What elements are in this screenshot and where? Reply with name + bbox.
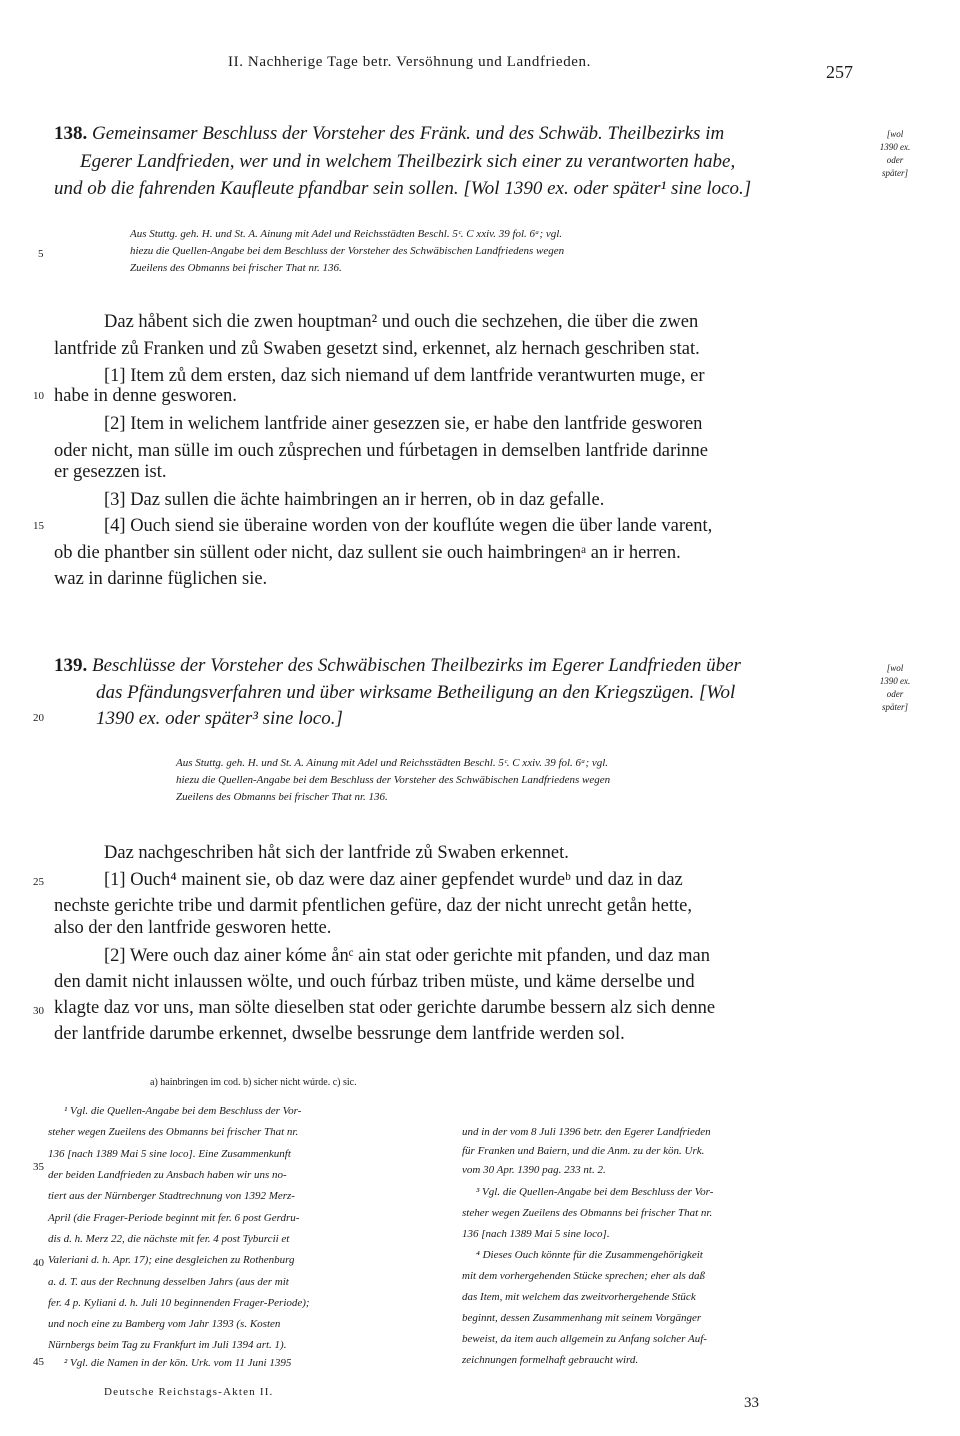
footnote-line: Valeriani d. h. Apr. 17); eine desgleichen zu Rothenburg (48, 1254, 295, 1266)
body-line: [1] Ouch⁴ mainent sie, ob daz were daz ainer gepfendet wurdeᵇ und daz in daz (104, 870, 683, 890)
line-number: 30 (33, 1005, 44, 1017)
footnote-line: und noch eine zu Bamberg vom Jahr 1393 (s. Kosten (48, 1318, 281, 1330)
footnote-line: fer. 4 p. Kyliani d. h. Juli 10 beginnenden Frager-Periode); (48, 1297, 310, 1309)
footnote-line: a. d. T. aus der Rechnung desselben Jahrs (aus der mit (48, 1276, 289, 1288)
footnote-line: 136 [nach 1389 Mai 5 sine loco]. (462, 1228, 610, 1240)
source-line: Aus Stuttg. geh. H. und St. A. Ainung mit Adel und Reichsstädten Beschl. 5ᶜ. C xxiv. 39 fol. 6ᵃ; vgl. (176, 757, 609, 769)
date-side-note (866, 128, 924, 180)
textual-notes: a) hainbringen im cod. b) sicher nicht wúrde. c) sic. (150, 1077, 357, 1088)
footnote-line: ⁴ Dieses Ouch könnte für die Zusammengehörigkeit (476, 1249, 703, 1261)
side-note-line: oder (886, 689, 904, 699)
body-line: [4] Ouch siend sie überaine worden von der kouflúte wegen die über lande varent, (104, 516, 713, 536)
side-note-line: [wol (886, 129, 904, 139)
title-line: 1390 ex. oder später³ sine loco.] (96, 708, 343, 729)
body-line: also der den lantfride gesworen hette. (54, 918, 332, 938)
title-line: das Pfändungsverfahren und über wirksame Betheiligung an den Kriegszügen. [Wol (96, 682, 736, 703)
line-number: 15 (33, 520, 44, 532)
side-note-line: oder (886, 155, 904, 165)
body-line: oder nicht, man sülle im ouch zůsprechen und fúrbetagen in demselben lantfride darinne (54, 441, 708, 461)
side-note-line: [wol (886, 663, 904, 673)
section-139-title (54, 655, 741, 677)
side-note-line: 1390 ex. (879, 142, 911, 152)
side-note-line: später] (881, 702, 908, 712)
line-number: 20 (33, 712, 44, 724)
footnote-line: das Item, mit welchem das zweitvorhergehende Stück (462, 1291, 696, 1303)
title-line: Beschlüsse der Vorsteher des Schwäbischen Theilbezirks im Egerer Landfrieden über (92, 655, 741, 676)
footnote-line: zeichnungen formelhaft gebraucht wird. (462, 1354, 639, 1366)
series-title: Deutsche Reichstags-Akten II. (104, 1386, 274, 1398)
footnote-line: Nürnbergs beim Tag zu Frankfurt im Juli 1394 art. 1). (48, 1339, 287, 1351)
side-note-line: 1390 ex. (879, 676, 911, 686)
section-number: 138. (54, 123, 88, 144)
body-line: ob die phantber sin süllent oder nicht, daz sullent sie ouch haimbringenᵃ an ir herren. (54, 543, 681, 563)
footnote-line: 136 [nach 1389 Mai 5 sine loco]. Eine Zusammenkunft (48, 1148, 291, 1160)
body-line: den damit nicht inlaussen wölte, und ouch fúrbaz triben müste, und käme derselbe und (54, 972, 695, 992)
line-number: 25 (33, 876, 44, 888)
section-number: 139. (54, 655, 88, 676)
footnote-line: tiert aus der Nürnberger Stadtrechnung von 1392 Merz- (48, 1190, 295, 1202)
line-number: 10 (33, 390, 44, 402)
body-line: der lantfride darumbe erkennet, dwselbe bessrunge dem lantfride werden sol. (54, 1024, 625, 1044)
title-line: Egerer Landfrieden, wer und in welchem Theilbezirk sich einer zu verantworten habe, (80, 151, 736, 172)
source-line: Zueilens des Obmanns bei frischer That nr. 136. (176, 791, 388, 803)
footnote-line: vom 30 Apr. 1390 pag. 233 nt. 2. (462, 1164, 606, 1176)
body-line: lantfride zů Franken und zů Swaben gesetzt sind, erkennet, alz hernach geschriben stat. (54, 339, 700, 359)
footnote-line: beginnt, dessen Zusammenhang mit seinem Vorgänger (462, 1312, 702, 1324)
footnote-line: der beiden Landfrieden zu Ansbach haben wir uns no- (48, 1169, 287, 1181)
body-line: [3] Daz sullen die ächte haimbringen an ir herren, ob in daz gefalle. (104, 490, 605, 510)
body-line: Daz håbent sich die zwen houptman² und ouch die sechzehen, die über die zwen (104, 312, 699, 332)
body-line: er gesezzen ist. (54, 462, 167, 482)
body-line: klagte daz vor uns, man sölte dieselben stat oder gerichte darumbe bessern alz sich denne (54, 998, 716, 1018)
line-number: 35 (33, 1161, 44, 1173)
footnote-line: für Franken und Baiern, und die Anm. zu der kön. Urk. (462, 1145, 705, 1157)
body-line: [2] Were ouch daz ainer kóme ånᶜ ain stat oder gerichte mit pfanden, und daz man (104, 946, 710, 966)
footnote-line: und in der vom 8 Juli 1396 betr. den Egerer Landfrieden (462, 1126, 711, 1138)
line-number: 5 (38, 248, 44, 260)
date-side-note (866, 662, 924, 714)
source-line: hiezu die Quellen-Angabe bei dem Beschluss der Vorsteher des Schwäbischen Landfriedens wegen (176, 774, 611, 786)
body-line: nechste gerichte tribe und darmit pfentlichen gefüre, daz der nicht unrecht getån hette, (54, 896, 692, 916)
source-line: hiezu die Quellen-Angabe bei dem Beschluss der Vorsteher des Schwäbischen Landfriedens wegen (130, 245, 565, 257)
line-number: 40 (33, 1257, 44, 1269)
body-line: waz in darinne füglichen sie. (54, 569, 268, 589)
body-line: [2] Item in welichem lantfride ainer gesezzen sie, er habe den lantfride gesworen (104, 414, 703, 434)
footnote-line: dis d. h. Merz 22, die nächste mit fer. 4 post Tyburcii et (48, 1233, 290, 1245)
body-line: Daz nachgeschriben håt sich der lantfride zů Swaben erkennet. (104, 843, 569, 863)
body-line: [1] Item zů dem ersten, daz sich niemand uf dem lantfride verantwurten muge, er (104, 366, 705, 386)
side-note-line: später] (881, 168, 908, 178)
title-line: und ob die fahrenden Kaufleute pfandbar sein sollen. [Wol 1390 ex. oder später¹ sine loco.] (54, 178, 752, 199)
section-138-title (54, 123, 724, 145)
footnote-line: steher wegen Zueilens des Obmanns bei frischer That nr. (462, 1207, 713, 1219)
footnote-line: ² Vgl. die Namen in der kön. Urk. vom 11 Juni 1395 (64, 1357, 292, 1369)
body-line: habe in denne gesworen. (54, 386, 237, 406)
source-line: Aus Stuttg. geh. H. und St. A. Ainung mit Adel und Reichsstädten Beschl. 5ᶜ. C xxiv. 39 fol. 6ᵃ; vgl. (130, 228, 563, 240)
running-title: II. Nachherige Tage betr. Versöhnung und Landfrieden. (228, 54, 592, 70)
footnote-line: steher wegen Zueilens des Obmanns bei frischer That nr. (48, 1126, 299, 1138)
page-number: 257 (826, 62, 853, 82)
title-line: Gemeinsamer Beschluss der Vorsteher des Fränk. und des Schwäb. Theilbezirks im (92, 123, 725, 144)
footnote-line: April (die Frager-Periode beginnt mit fer. 6 post Gerdru- (48, 1212, 300, 1224)
line-number: 45 (33, 1356, 44, 1368)
source-line: Zueilens des Obmanns bei frischer That nr. 136. (130, 262, 342, 274)
signature-mark: 33 (744, 1395, 759, 1411)
footnote-line: mit dem vorhergehenden Stücke sprechen; eher als daß (462, 1270, 706, 1282)
footnote-line: ³ Vgl. die Quellen-Angabe bei dem Beschluss der Vor- (476, 1186, 714, 1198)
footnote-line: ¹ Vgl. die Quellen-Angabe bei dem Beschluss der Vor- (64, 1105, 302, 1117)
footnote-line: beweist, da item auch allgemein zu Anfang solcher Auf- (462, 1333, 707, 1345)
